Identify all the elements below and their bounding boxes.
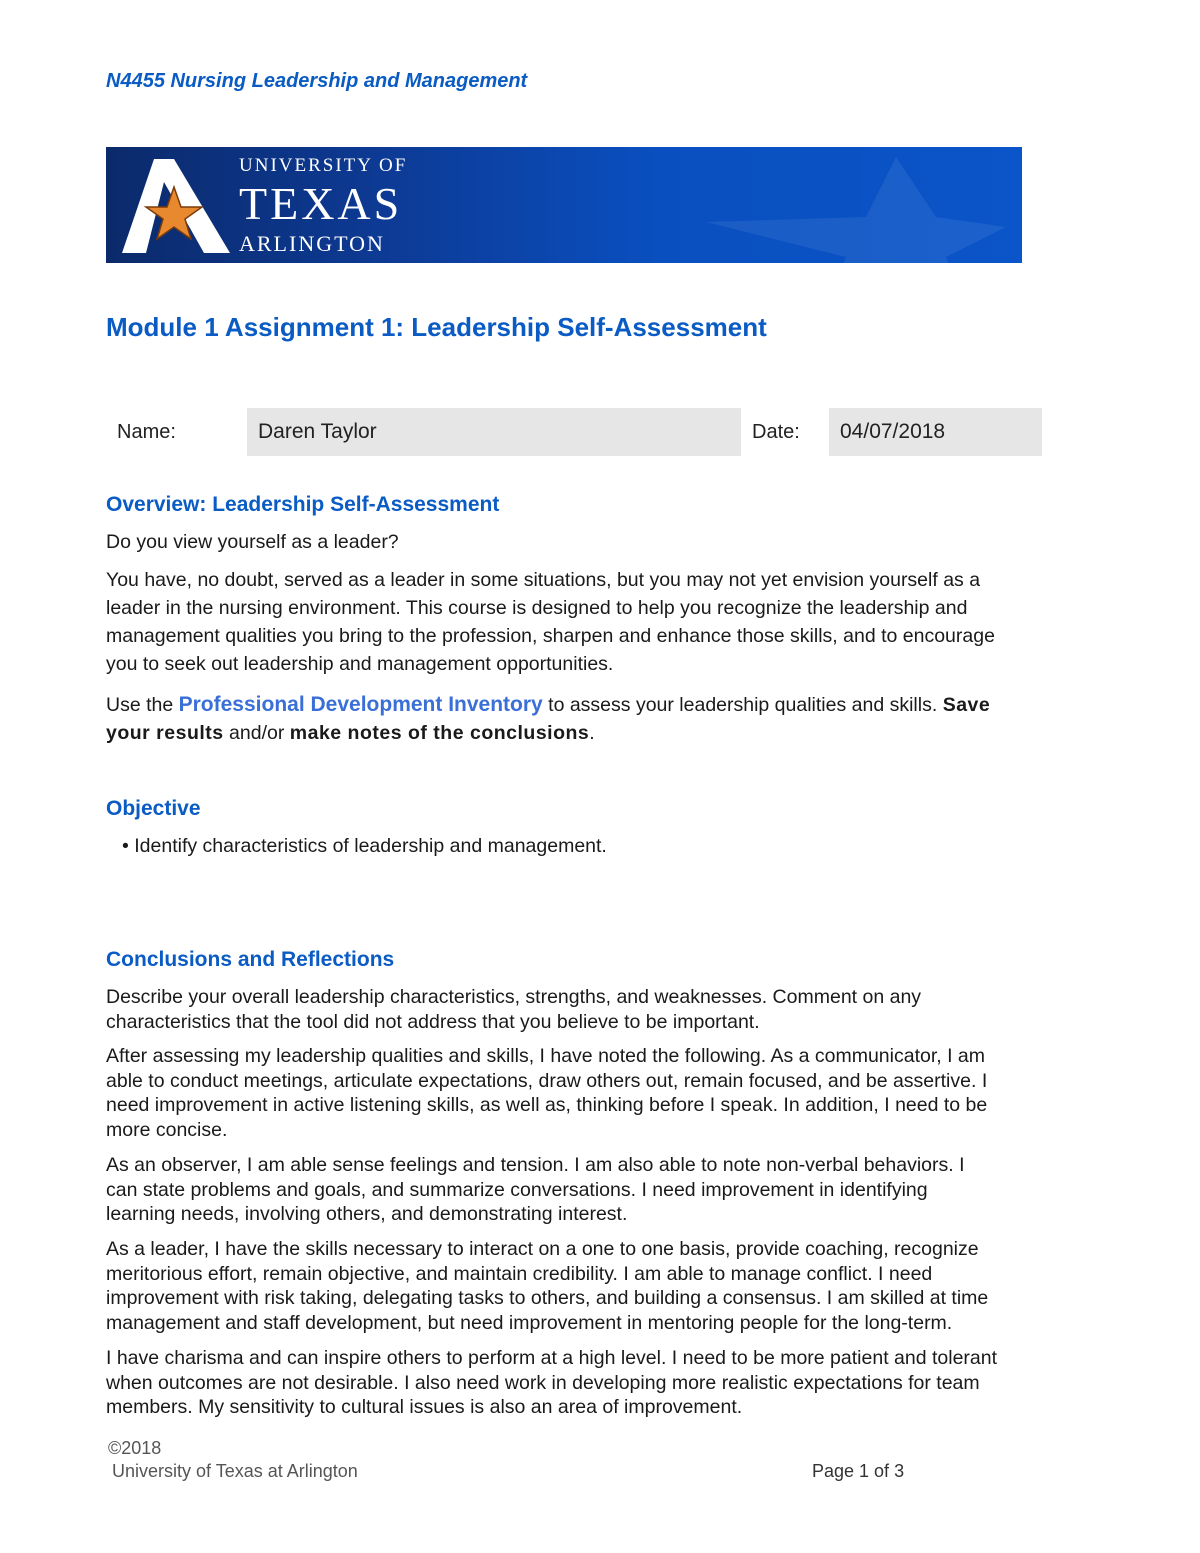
response-paragraph-2 xyxy=(106,1153,965,1227)
page-number: Page 1 of 3 xyxy=(812,1461,905,1481)
response-paragraph-4 xyxy=(106,1346,997,1420)
objective-heading: Objective xyxy=(106,797,201,820)
overview-paragraph xyxy=(106,566,995,678)
overview-heading: Overview: Leadership Self-Assessment xyxy=(106,493,500,516)
text: and/or xyxy=(223,722,290,744)
text: . xyxy=(589,722,595,744)
text: Use the xyxy=(106,694,179,716)
text-line: members. My sensitivity to cultural issues is also an area of improvement. xyxy=(106,1396,743,1418)
text-line: After assessing my leadership qualities and skills, I have noted the following. As a communicator, I am xyxy=(106,1045,986,1067)
your-results-text: your results xyxy=(106,722,224,744)
logo-arlington: ARLINGTON xyxy=(239,231,385,256)
text-line: You have, no doubt, served as a leader in some situations, but you may not yet envision yourself as a xyxy=(106,569,981,591)
text-line: learning needs, involving others, and demonstrating interest. xyxy=(106,1203,628,1225)
make-notes-text: make notes of the conclusions xyxy=(289,722,590,744)
text-line: leader in the nursing environment. This course is designed to help you recognize the leadership and xyxy=(106,597,968,619)
uta-banner xyxy=(106,147,1022,263)
text-line: meritorious effort, remain objective, and maintain credibility. I am able to manage conflict. I need xyxy=(106,1262,933,1285)
page-title: Module 1 Assignment 1: Leadership Self-Assessment xyxy=(106,312,767,342)
text-line: As a leader, I have the skills necessary to interact on a one to one basis, provide coaching, recognize xyxy=(106,1238,979,1260)
bullet-icon: • xyxy=(122,835,129,857)
conclusions-heading: Conclusions and Reflections xyxy=(106,948,395,971)
date-label: Date: xyxy=(752,421,800,443)
text: to assess your leadership qualities and skills. xyxy=(542,694,943,716)
footer-copyright: ©2018 xyxy=(108,1438,162,1458)
response-paragraph-1 xyxy=(106,1044,987,1142)
text-line: management qualities you bring to the profession, sharpen and enhance those skills, and to encourage xyxy=(106,625,995,647)
name-label: Name: xyxy=(117,421,176,443)
objective-text: Identify characteristics of leadership and management. xyxy=(134,835,607,857)
date-field[interactable]: 04/07/2018 xyxy=(829,408,1042,456)
objective-list-item xyxy=(122,832,607,860)
response-paragraph-3 xyxy=(106,1237,988,1335)
text-line: can state problems and goals, and summarize conversations. I need improvement in identifying xyxy=(106,1178,928,1201)
footer-org: University of Texas at Arlington xyxy=(112,1461,358,1481)
text-line: able to conduct meetings, articulate expectations, draw others out, remain focused, and be assertive. I xyxy=(106,1069,988,1092)
text-line: more concise. xyxy=(106,1118,228,1141)
instructions-paragraph xyxy=(106,691,1096,747)
text-line: improvement with risk taking, delegating tasks to others, and building a consensus. I am skilled at time xyxy=(106,1287,989,1309)
name-field[interactable]: Daren Taylor xyxy=(247,408,741,456)
text-line: when outcomes are not desirable. I also need work in developing more realistic expectations for team xyxy=(106,1371,980,1394)
text-line: Describe your overall leadership characteristics, strengths, and weaknesses. Comment on any xyxy=(106,986,922,1008)
text-line: I have charisma and can inspire others to perform at a high level. I need to be more patient and tolerant xyxy=(106,1347,998,1369)
text-line: need improvement in active listening skills, as well as, thinking before I speak. In addition, I need to be xyxy=(106,1094,988,1116)
course-header: N4455 Nursing Leadership and Management xyxy=(106,70,528,92)
text-line: you to seek out leadership and management opportunities. xyxy=(106,653,614,675)
logo-university-of: UNIVERSITY OF xyxy=(239,155,408,176)
conclusions-prompt xyxy=(106,985,921,1034)
pdi-link[interactable]: Professional Development Inventory xyxy=(178,693,543,716)
text-line: characteristics that the tool did not address that you believe to be important. xyxy=(106,1010,760,1033)
logo-texas: TEXAS xyxy=(239,178,403,229)
text-line: As an observer, I am able sense feelings and tension. I am also able to note non-verbal behaviors. I xyxy=(106,1154,965,1176)
text-line: management and staff development, but need improvement in mentoring people for the long-term. xyxy=(106,1311,953,1334)
save-text: Save xyxy=(942,694,991,716)
overview-question: Do you view yourself as a leader? xyxy=(106,531,399,553)
